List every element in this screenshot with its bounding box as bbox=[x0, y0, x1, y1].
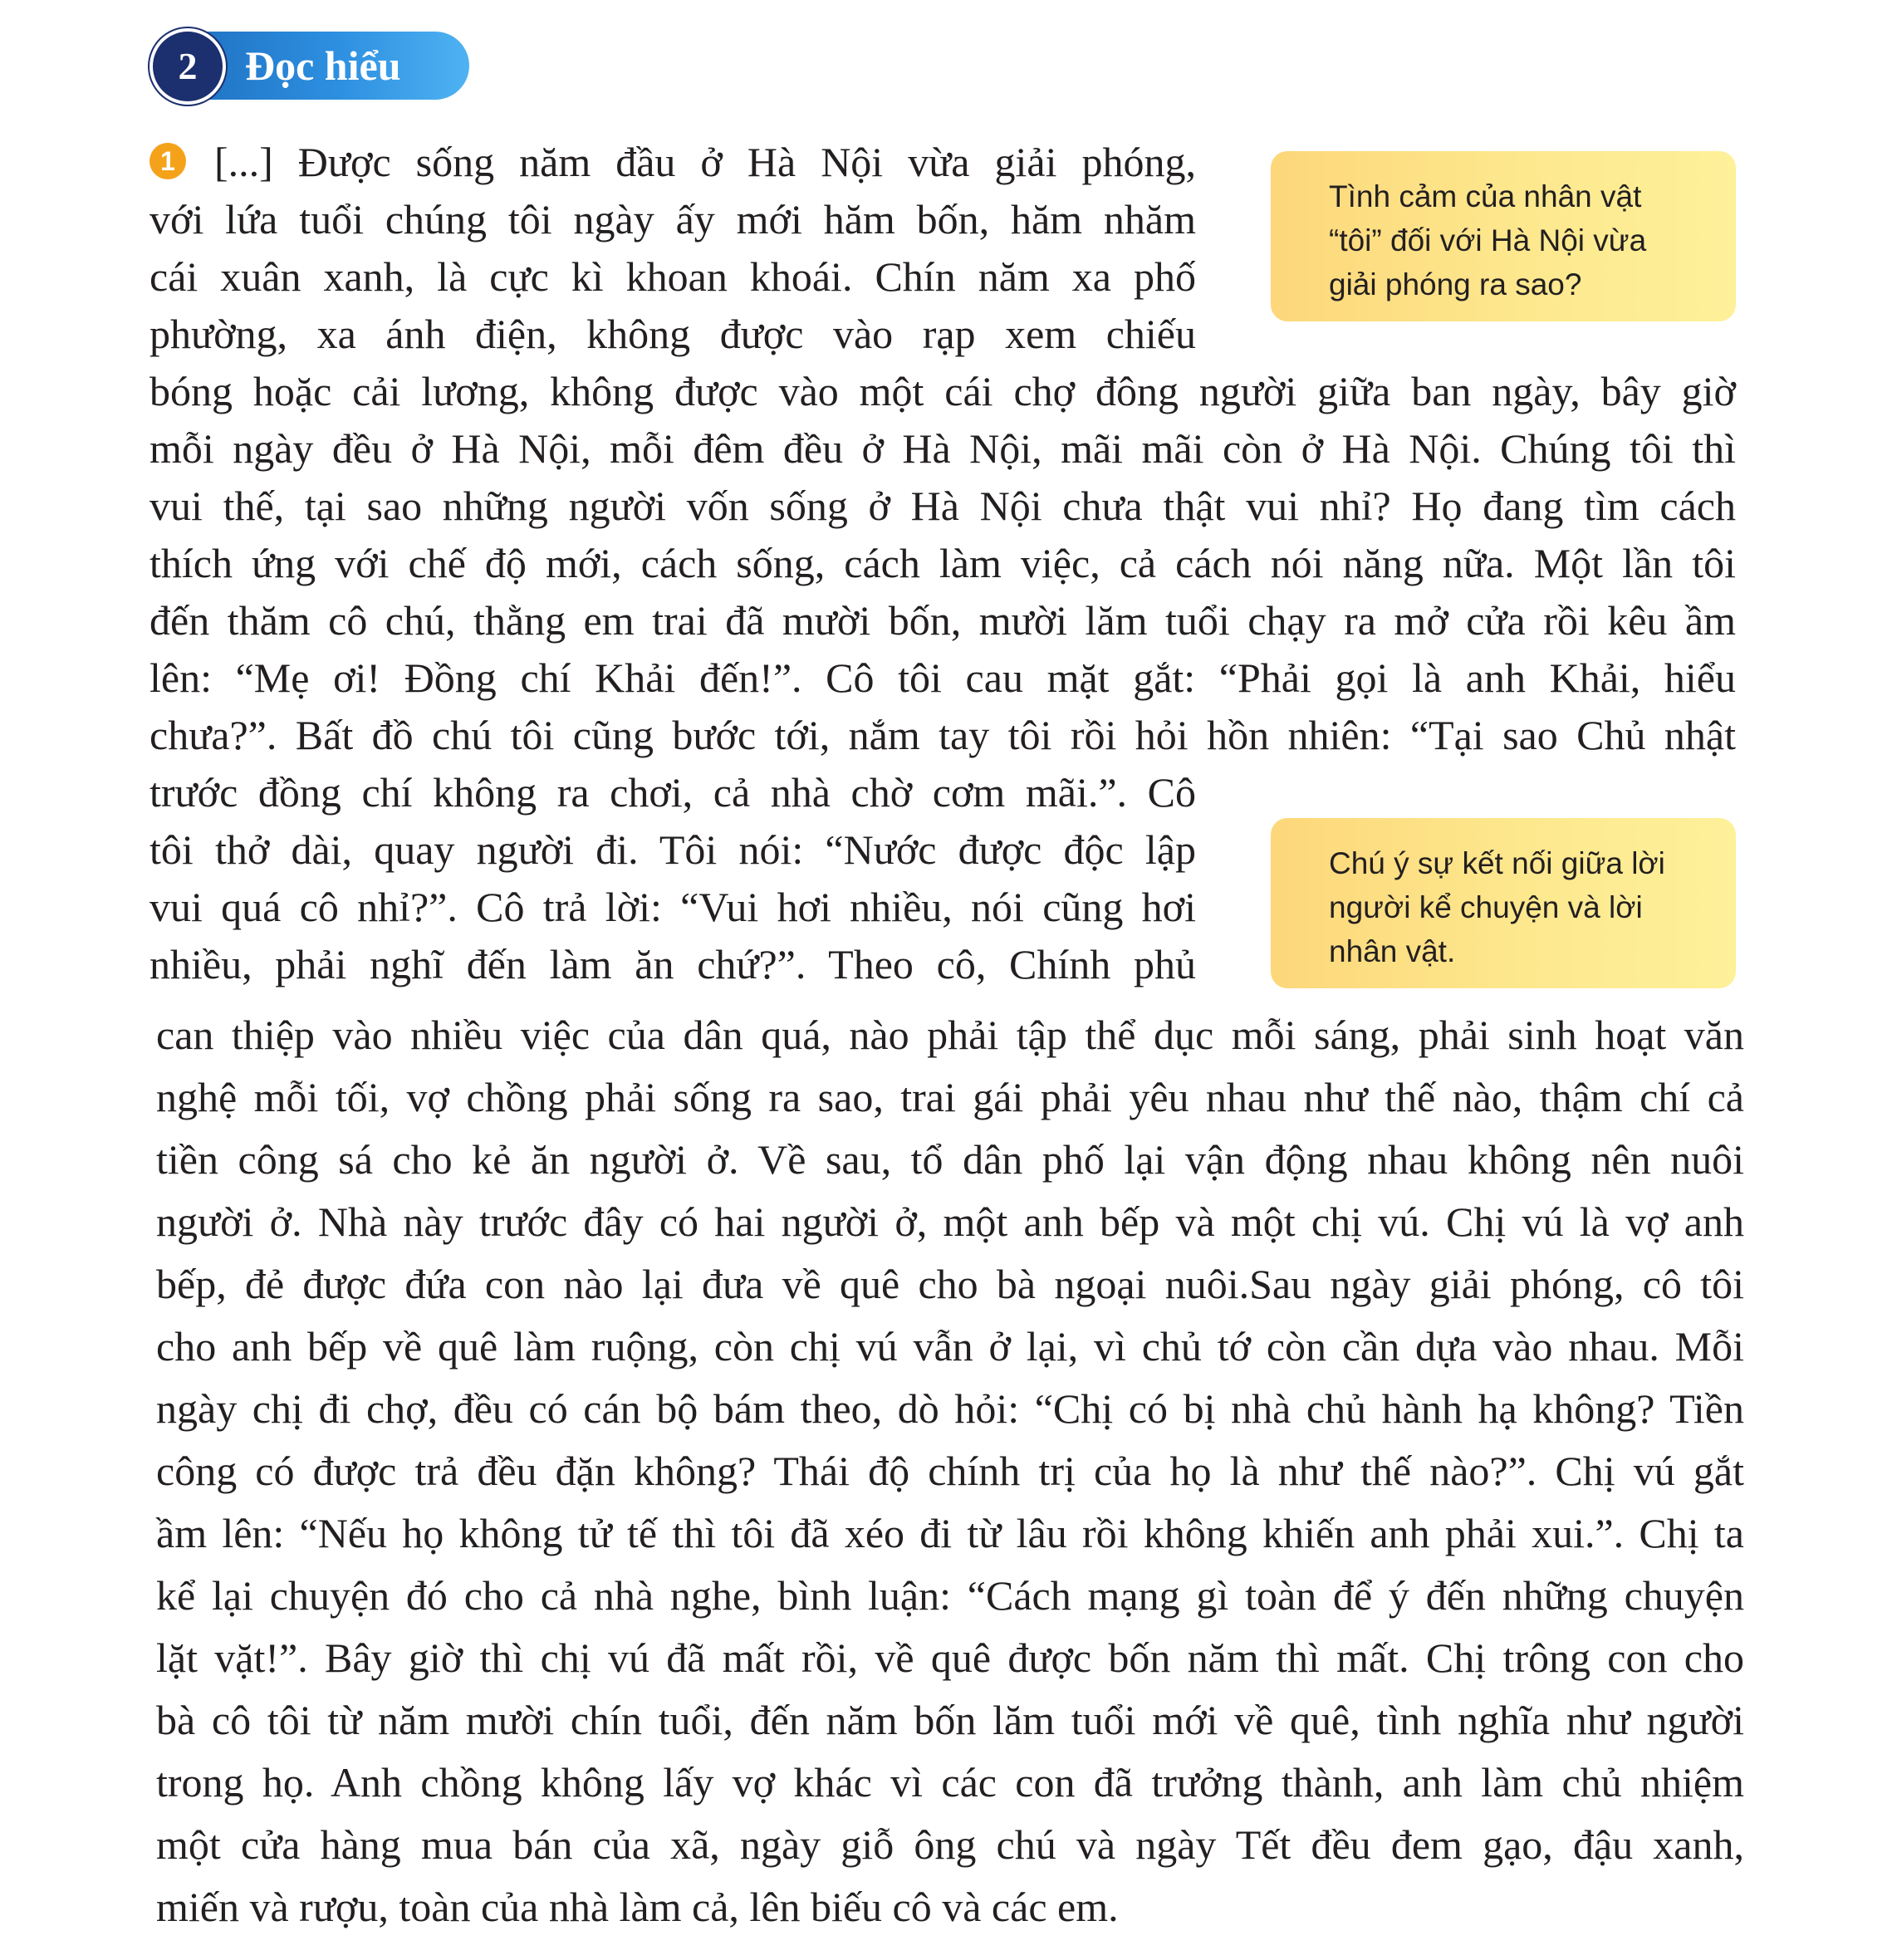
text-line: kể lại chuyện đó cho cả nhà nghe, bình luận: “Cách mạng gì toàn để ý đến những chuyện bbox=[156, 1572, 1744, 1619]
section-header bbox=[149, 28, 469, 103]
text-line: công có được trả đều đặn không? Thái độ chính trị của họ là như thế nào?”. Chị vú gắt bbox=[156, 1448, 1744, 1494]
text-line: thích ứng với chế độ mới, cách sống, cách làm việc, cả cách nói năng nữa. Một lần tôi bbox=[149, 540, 1736, 586]
text-line: bà cô tôi từ năm mười chín tuổi, đến năm bốn lăm tuổi mới về quê, tình nghĩa như người bbox=[156, 1697, 1744, 1743]
text-line: miến và rượu, toàn của nhà làm cả, lên biếu cô và các em. bbox=[156, 1884, 1119, 1930]
text-line: tôi thở dài, quay người đi. Tôi nói: “Nước được độc lập bbox=[149, 826, 1196, 873]
note-line: người kể chuyện và lời bbox=[1329, 890, 1643, 924]
text-line: cho anh bếp về quê làm ruộng, còn chị vú vẫn ở lại, vì chủ tớ còn cần dựa vào nhau. Mỗi bbox=[156, 1323, 1744, 1370]
section-number-badge: 2 bbox=[149, 28, 226, 105]
side-note-hint bbox=[1271, 818, 1736, 988]
text-line: cái xuân xanh, là cực kì khoan khoái. Chín năm xa phố bbox=[149, 253, 1196, 300]
text-line: ầm lên: “Nếu họ không tử tế thì tôi đã xéo đi từ lâu rồi không khiến anh phải xui.”. Chị ta bbox=[156, 1510, 1744, 1556]
text-line: với lứa tuổi chúng tôi ngày ấy mới hăm bốn, hăm nhăm bbox=[149, 196, 1196, 243]
text-line: vui thế, tại sao những người vốn sống ở Hà Nội chưa thật vui nhỉ? Họ đang tìm cách bbox=[149, 483, 1736, 529]
note-line: nhân vật. bbox=[1329, 934, 1456, 968]
text-line: lặt vặt!”. Bây giờ thì chị vú đã mất rồi, về quê được bốn năm thì mất. Chị trông con cho bbox=[156, 1634, 1744, 1681]
text-line: vui quá cô nhỉ?”. Cô trả lời: “Vui hơi nhiều, nói cũng hơi bbox=[149, 884, 1196, 930]
text-line: nghệ mỗi tối, vợ chồng phải sống ra sao, trai gái phải yêu nhau như thế nào, thậm chí cả bbox=[156, 1074, 1744, 1120]
text-line: nhiều, phải nghĩ đến làm ăn chứ?”. Theo cô, Chính phủ bbox=[149, 941, 1196, 987]
text-line: mỗi ngày đều ở Hà Nội, mỗi đêm đều ở Hà Nội, mãi mãi còn ở Hà Nội. Chúng tôi thì bbox=[149, 425, 1736, 472]
note-line: Tình cảm của nhân vật bbox=[1329, 179, 1642, 213]
text-line: trong họ. Anh chồng không lấy vợ khác vì các con đã trưởng thành, anh làm chủ nhiệm bbox=[156, 1759, 1744, 1806]
paragraph-marker-icon: 1 bbox=[149, 143, 186, 179]
text-line: một cửa hàng mua bán của xã, ngày giỗ ông chú và ngày Tết đều đem gạo, đậu xanh, bbox=[156, 1821, 1744, 1868]
side-note-question bbox=[1271, 151, 1736, 321]
text-line: phường, xa ánh điện, không được vào rạp xem chiếu bbox=[149, 311, 1196, 357]
text-line: can thiệp vào nhiều việc của dân quá, nào phải tập thể dục mỗi sáng, phải sinh hoạt văn bbox=[156, 1012, 1744, 1058]
note-line: Chú ý sự kết nối giữa lời bbox=[1329, 846, 1665, 880]
text-line: bóng hoặc cải lương, không được vào một cái chợ đông người giữa ban ngày, bây giờ bbox=[149, 368, 1736, 414]
text-line: bếp, đẻ được đứa con nào lại đưa về quê cho bà ngoại nuôi.Sau ngày giải phóng, cô tôi bbox=[156, 1261, 1744, 1307]
text-line: ngày chị đi chợ, đều có cán bộ bám theo, dò hỏi: “Chị có bị nhà chủ hành hạ không? Tiền bbox=[156, 1385, 1744, 1432]
text-line: tiền công sá cho kẻ ăn người ở. Về sau, tổ dân phố lại vận động nhau không nên nuôi bbox=[156, 1136, 1744, 1183]
text-line: trước đồng chí không ra chơi, cả nhà chờ cơm mãi.”. Cô bbox=[149, 769, 1196, 816]
text-line: lên: “Mẹ ơi! Đồng chí Khải đến!”. Cô tôi cau mặt gắt: “Phải gọi là anh Khải, hiểu bbox=[149, 654, 1736, 701]
text-line: đến thăm cô chú, thằng em trai đã mười bốn, mười lăm tuổi chạy ra mở cửa rồi kêu ầm bbox=[149, 597, 1736, 644]
section-title: Đọc hiểu bbox=[245, 42, 401, 89]
text-line: người ở. Nhà này trước đây có hai người ở, một anh bếp và một chị vú. Chị vú là vợ anh bbox=[156, 1198, 1744, 1245]
text-line: chưa?”. Bất đồ chú tôi cũng bước tới, nắm tay tôi rồi hỏi hồn nhiên: “Tại sao Chủ nhật bbox=[149, 712, 1736, 758]
note-line: giải phóng ra sao? bbox=[1329, 267, 1582, 301]
note-line: “tôi” đối với Hà Nội vừa bbox=[1329, 223, 1647, 257]
text-line: [...] Được sống năm đầu ở Hà Nội vừa giải phóng, bbox=[214, 139, 1196, 185]
